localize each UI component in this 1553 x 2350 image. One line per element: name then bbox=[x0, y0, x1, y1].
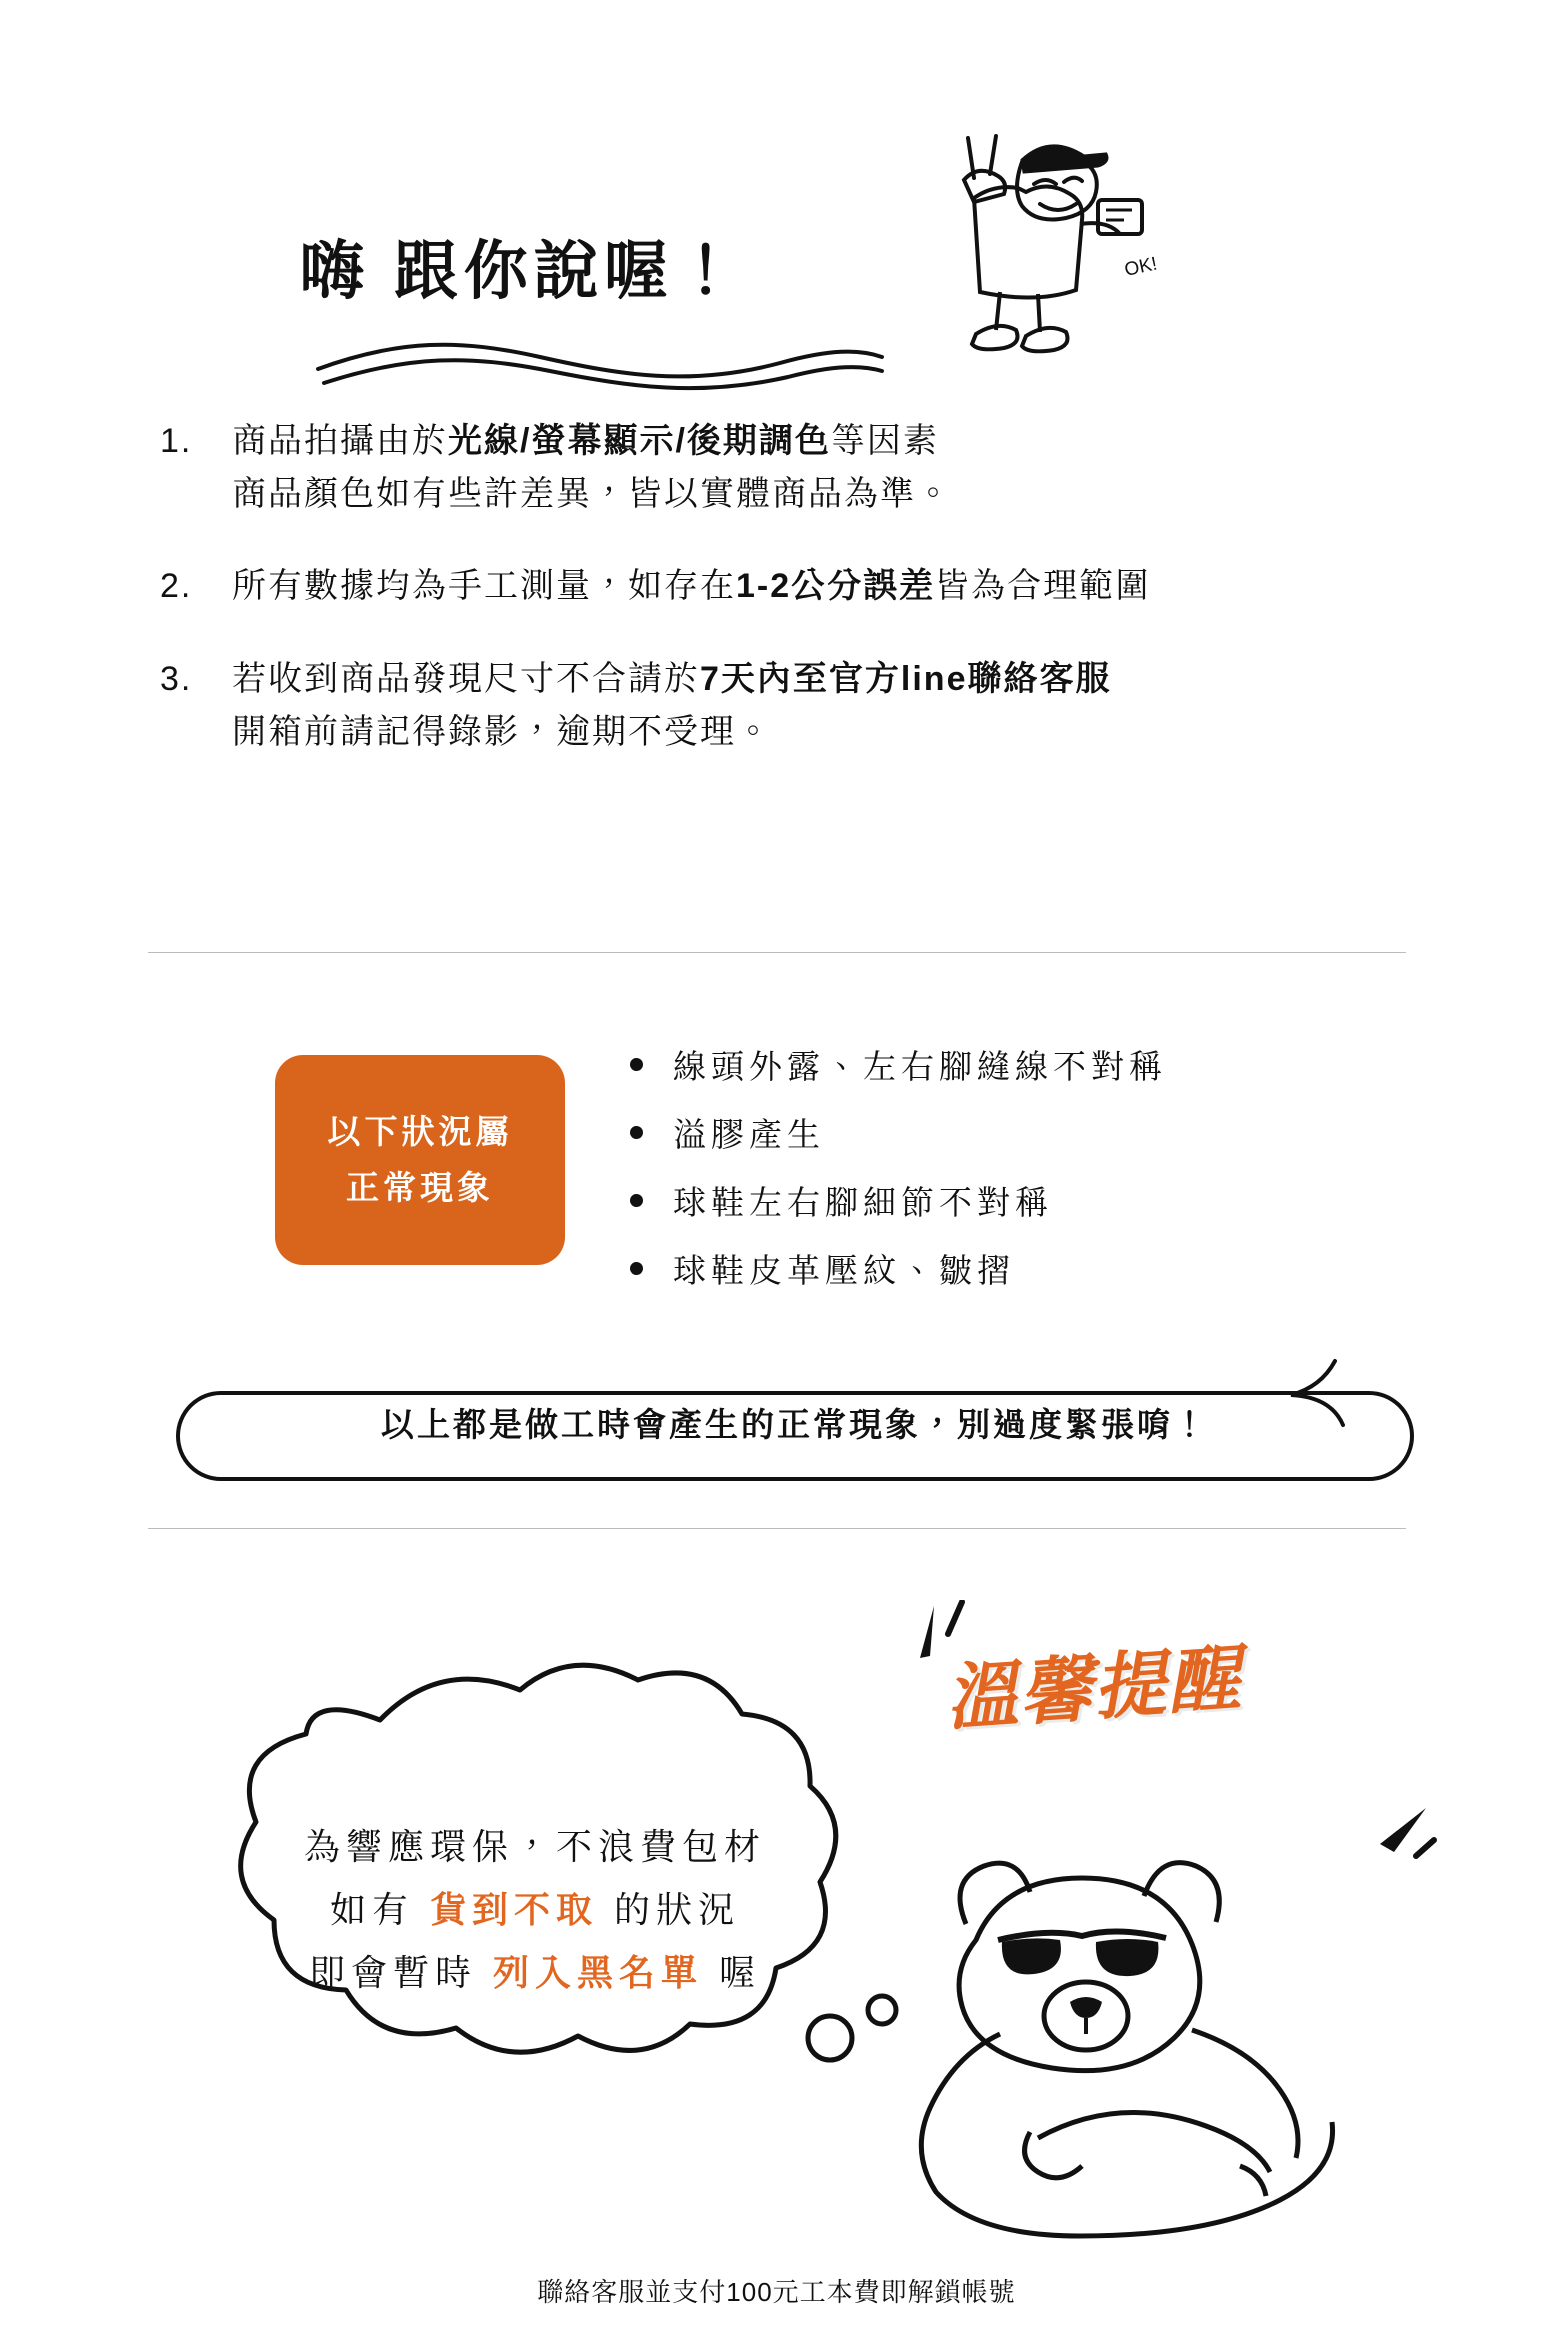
cloud-span: 如有 bbox=[329, 1889, 430, 1930]
note-line: 若收到商品發現尺寸不合請於7天內至官方line聯絡客服 bbox=[232, 660, 1112, 699]
bullet-list bbox=[630, 1030, 1167, 1302]
wavy-underline-icon bbox=[310, 335, 890, 395]
badge-line: 正常現象 bbox=[346, 1169, 494, 1206]
mascot-ok-label: OK! bbox=[1122, 253, 1160, 281]
list-item bbox=[630, 1234, 1167, 1302]
cloud-line bbox=[215, 1878, 855, 1941]
cloud-text-block bbox=[215, 1815, 855, 2004]
list-item bbox=[160, 560, 1460, 613]
normal-condition-section bbox=[150, 1030, 1450, 1330]
note-number: 1. bbox=[160, 422, 193, 460]
doodle-bear-icon bbox=[880, 1820, 1440, 2240]
numbered-notes-list bbox=[160, 415, 1460, 798]
footer-note: 聯絡客服並支付100元工本費即解鎖帳號 bbox=[537, 2277, 1016, 2307]
note-number: 2. bbox=[160, 567, 193, 606]
section-divider bbox=[148, 1528, 1406, 1529]
list-item bbox=[160, 653, 1460, 758]
bullet-label: 球鞋皮革壓紋、皺摺 bbox=[673, 1251, 1015, 1289]
cloud-span-highlight: 貨到不取 bbox=[429, 1889, 598, 1930]
cloud-span: 喔 bbox=[703, 1952, 762, 1993]
cloud-span: 為響應環保，不浪費包材 bbox=[303, 1826, 766, 1867]
eco-reminder-section bbox=[0, 1570, 1553, 2270]
cloud-line bbox=[215, 1941, 855, 2004]
list-item bbox=[630, 1030, 1167, 1098]
bullet-dot-icon bbox=[630, 1058, 643, 1071]
bullet-dot-icon bbox=[630, 1194, 643, 1207]
note-line: 開箱前請記得錄影，逾期不受理。 bbox=[232, 712, 772, 751]
bubble-text: 以上都是做工時會產生的正常現象，別過度緊張唷！ bbox=[381, 1406, 1209, 1443]
note-line: 所有數據均為手工測量，如存在1-2公分誤差皆為合理範圍 bbox=[232, 567, 1152, 606]
note-line: 商品拍攝由於光線/螢幕顯示/後期調色等因素 bbox=[232, 422, 939, 460]
note-number: 3. bbox=[160, 660, 193, 699]
bullet-dot-icon bbox=[630, 1126, 643, 1139]
note-body bbox=[232, 560, 1460, 613]
bullet-label: 線頭外露、左右腳縫線不對稱 bbox=[673, 1047, 1167, 1085]
note-line: 商品顏色如有些許差異，皆以實體商品為準。 bbox=[232, 474, 952, 513]
cloud-line bbox=[215, 1815, 855, 1878]
cloud-span: 的狀況 bbox=[598, 1889, 741, 1930]
speech-bubble-banner bbox=[175, 1355, 1415, 1485]
badge-line: 以下狀況屬 bbox=[327, 1112, 513, 1150]
cloud-span: 即會暫時 bbox=[308, 1952, 493, 1993]
section-divider bbox=[148, 952, 1406, 953]
reminder-title: 溫馨提醒 bbox=[943, 1638, 1244, 1740]
status-badge bbox=[275, 1055, 565, 1265]
page-title: 嗨 跟你說喔！ bbox=[300, 235, 744, 307]
list-item bbox=[630, 1166, 1167, 1234]
bullet-label: 溢膠產生 bbox=[673, 1115, 825, 1153]
note-body bbox=[232, 415, 1460, 520]
list-item bbox=[630, 1098, 1167, 1166]
bullet-label: 球鞋左右腳細節不對稱 bbox=[673, 1183, 1053, 1221]
header-section bbox=[0, 100, 1553, 360]
note-body bbox=[232, 653, 1460, 758]
doodle-character-icon bbox=[930, 120, 1190, 370]
cloud-span-highlight: 列入黑名單 bbox=[492, 1952, 703, 1993]
bullet-dot-icon bbox=[630, 1262, 643, 1275]
list-item bbox=[160, 415, 1460, 520]
